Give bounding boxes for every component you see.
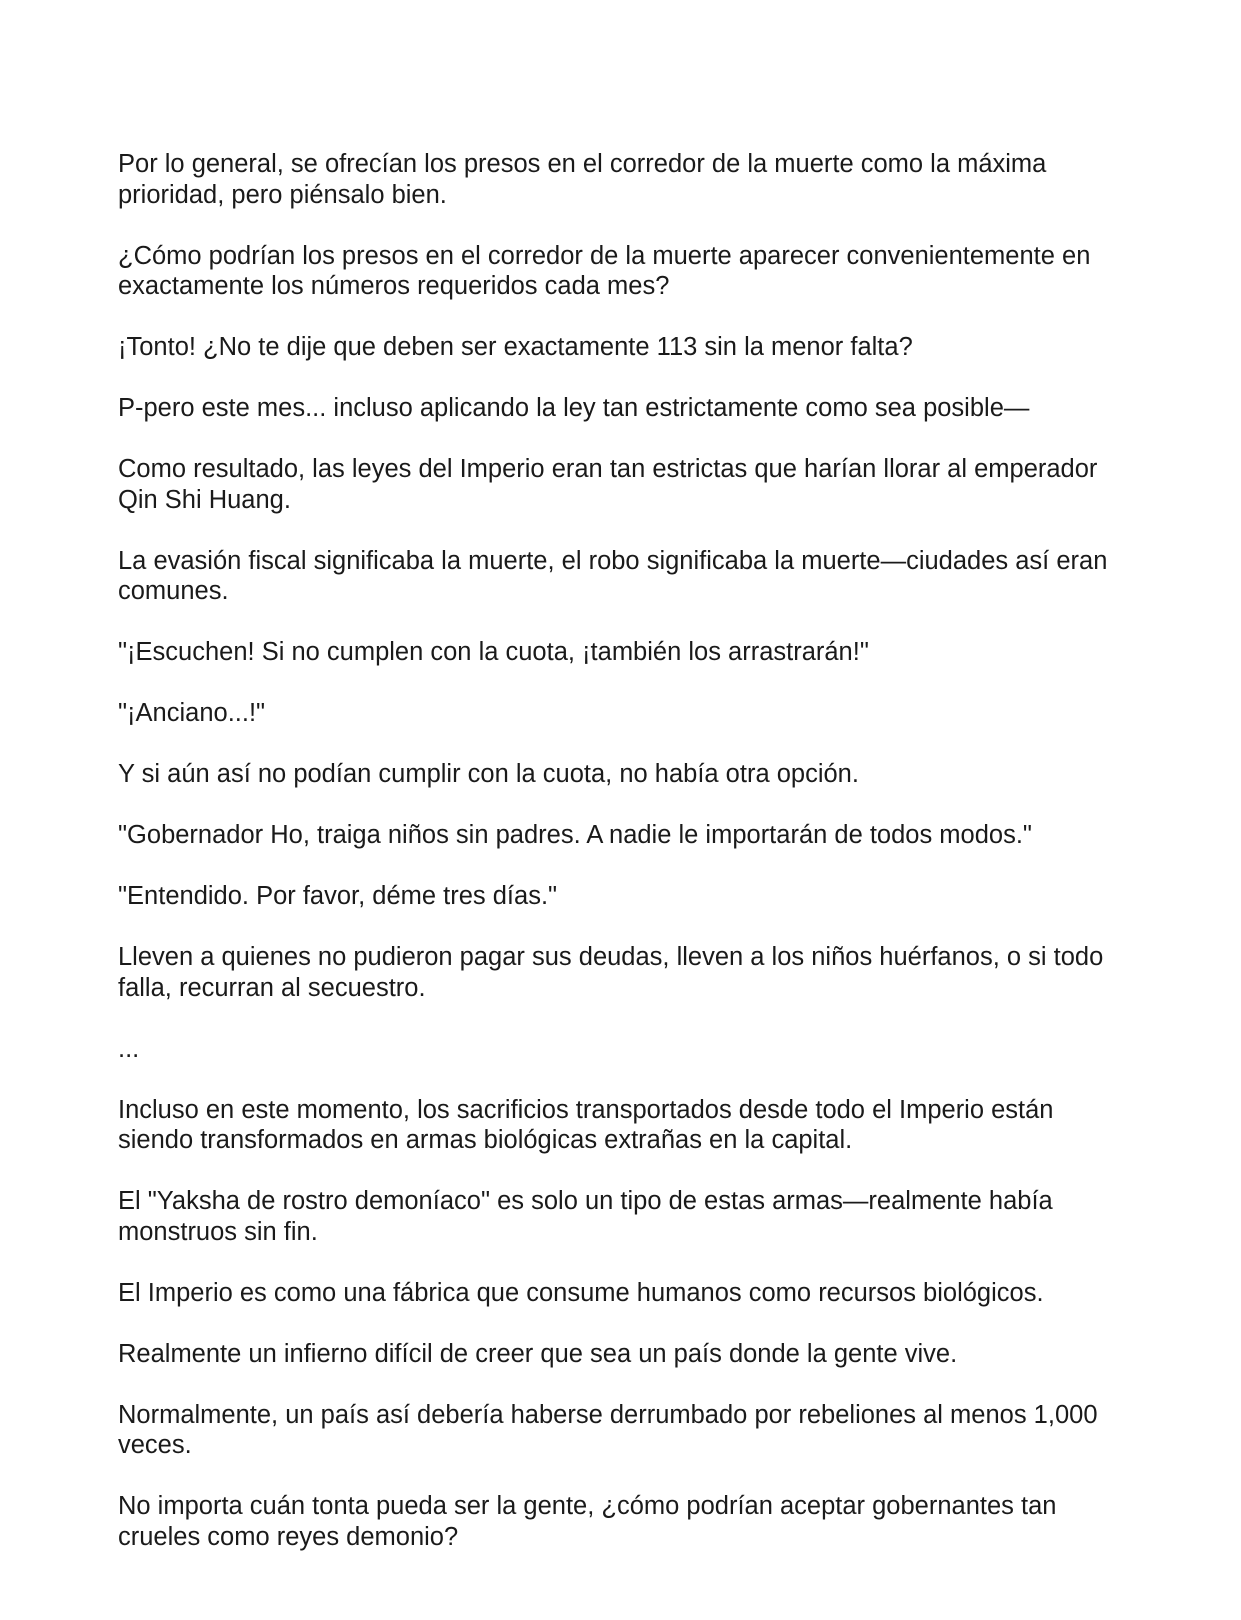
paragraph: "¡Escuchen! Si no cumplen con la cuota, ¡también los arrastrarán!": [118, 638, 869, 666]
paragraph: Realmente un infierno difícil de creer que sea un país donde la gente vive.: [118, 1339, 958, 1368]
paragraph: La evasión fiscal significaba la muerte, el robo significaba la muerte—ciudades así eran comunes.: [118, 546, 1108, 605]
paragraph: El Imperio es como una fábrica que consume humanos como recursos biológicos.: [118, 1278, 1044, 1307]
paragraph: El "Yaksha de rostro demoníaco" es solo un tipo de estas armas—realmente había monstruos sin fin.: [118, 1187, 1053, 1246]
paragraph: Y si aún así no podían cumplir con la cuota, no había otra opción.: [118, 760, 859, 788]
paragraph: Incluso en este momento, los sacrificios transportados desde todo el Imperio están siendo transformados en armas biológicas extrañas en la capital.: [118, 1095, 1054, 1154]
paragraph: ¡Tonto! ¿No te dije que deben ser exactamente 113 sin la menor falta?: [118, 333, 913, 361]
paragraph: P-pero este mes... incluso aplicando la ley tan estrictamente como sea posible—: [118, 394, 1030, 422]
paragraph: "Gobernador Ho, traiga niños sin padres. A nadie le importarán de todos modos.": [118, 821, 1032, 849]
paragraph: Normalmente, un país así debería haberse derrumbado por rebeliones al menos 1,000 veces.: [118, 1400, 1098, 1459]
paragraph: Lleven a quienes no pudieron pagar sus deudas, lleven a los niños huérfanos, o si todo falla, recurran al secuestro.: [118, 943, 1104, 1002]
document-body: [118, 149, 1118, 1552]
paragraph: Como resultado, las leyes del Imperio eran tan estrictas que harían llorar al emperador Qin Shi Huang.: [118, 455, 1098, 514]
paragraph: No importa cuán tonta pueda ser la gente, ¿cómo podrían aceptar gobernantes tan crueles como reyes demonio?: [118, 1492, 1057, 1551]
paragraph: "Entendido. Por favor, déme tres días.": [118, 882, 558, 910]
paragraph: ¿Cómo podrían los presos en el corredor de la muerte aparecer convenientemente en exactamente los números requeridos cada mes?: [118, 241, 1091, 300]
ellipsis-paragraph: ...: [118, 1034, 140, 1063]
paragraph: "¡Anciano...!": [118, 699, 266, 727]
paragraph: Por lo general, se ofrecían los presos en el corredor de la muerte como la máxima prioridad, pero piénsalo bien.: [118, 150, 1047, 209]
